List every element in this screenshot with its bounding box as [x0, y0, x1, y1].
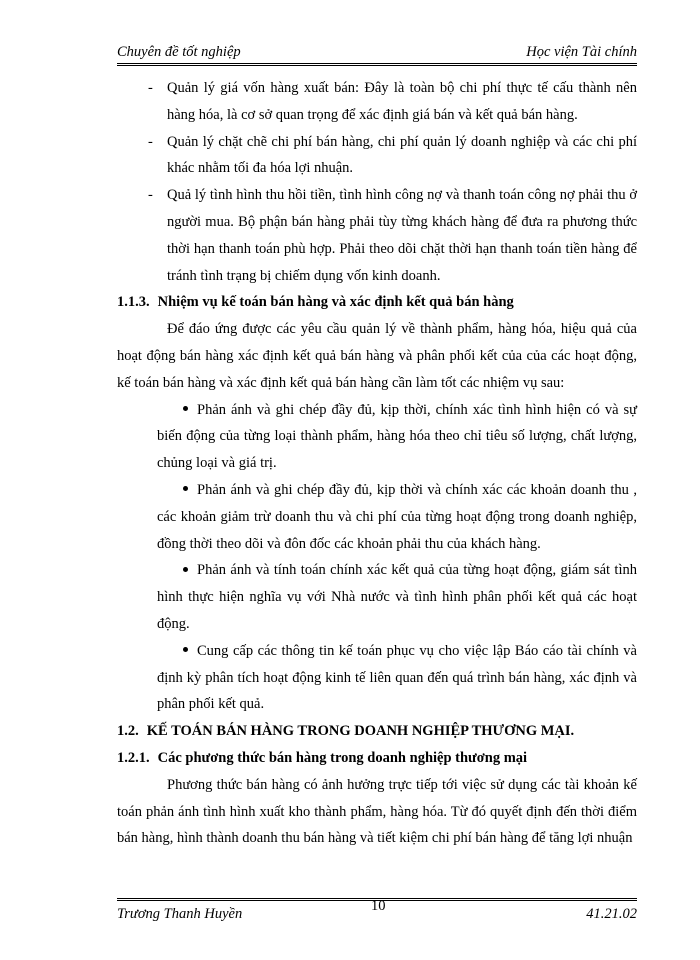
page-header [117, 42, 637, 64]
page-body [117, 75, 637, 852]
header-institution: Học viện Tài chính [526, 44, 637, 60]
section-number: 1.2. [117, 723, 139, 740]
bullet-list-item-text: Phản ánh và ghi chép đầy đủ, kịp thời, chính xác tình hình hiện có và sự biến động của từng loại thành phẩm, hàng hóa theo chỉ tiêu số lượng, chất lượng, chủng loại và giá trị. [157, 401, 637, 472]
dash-list-item-text: Quản lý giá vốn hàng xuất bán: Đây là toàn bộ chi phí thực tế cấu thành nên hàng hóa, là cơ sở quan trọng để xác định giá bán và kết quả bán hàng. [167, 80, 637, 123]
header-divider [117, 63, 637, 66]
dash-marker: - [148, 80, 153, 96]
page-footer [117, 898, 637, 926]
dash-list-item [117, 75, 637, 129]
section-heading-1-2-1 [117, 745, 637, 772]
bullet-dot-icon [183, 567, 188, 572]
section-number: 1.1.3. [117, 294, 150, 311]
bullet-list-item [117, 477, 637, 557]
page-number: 10 [371, 898, 386, 914]
section-title: Nhiệm vụ kế toán bán hàng và xác định kết quả bán hàng [157, 294, 514, 311]
dash-list-item [117, 182, 637, 289]
dash-list-item [117, 129, 637, 183]
dash-marker: - [148, 187, 153, 204]
bullet-dot-icon [183, 406, 188, 411]
section-intro-paragraph: Để đáo ứng được các yêu cầu quản lý về thành phẩm, hàng hóa, hiệu quả của hoạt động bán hàng xác định kết quả bán hàng và phân phối kết của của các hoạt động, kế toán bán hàng và xác định kết quả bán hàng cần làm tốt các nhiệm vụ sau: [117, 321, 637, 391]
header-document-type: Chuyên đề tốt nghiệp [117, 44, 241, 60]
bullet-list-item [117, 397, 637, 477]
dash-list-item-text: Quả lý tình hình thu hồi tiền, tình hình công nợ và thanh toán công nợ phải thu ở người mua. Bộ phận bán hàng phải tùy từng khách hàng để đưa ra phương thức thời hạn thanh toán phù hợp. Phải theo dõi chặt thời hạn thanh toán tiền hàng để tránh tình trạng bị chiếm dụng vốn kinh doanh. [167, 187, 637, 284]
bullet-dot-icon [183, 486, 188, 491]
section-heading-1-1-3 [117, 289, 637, 316]
section-body-paragraph: Phương thức bán hàng có ảnh hưởng trực tiếp tới việc sử dụng các tài khoản kế toán phản ánh tình hình xuất kho thành phẩm, hàng hóa. Từ đó quyết định đến thời điểm bán hàng, hình thành doanh thu bán hàng và tiết kiệm chi phí bán hàng để tăng lợi nhuận [117, 776, 637, 847]
bullet-list-item [117, 557, 637, 637]
section-title: Các phương thức bán hàng trong doanh nghiệp thương mại [157, 749, 528, 766]
section-heading-1-2 [117, 718, 637, 745]
footer-class-code: 41.21.02 [586, 906, 637, 922]
bullet-dot-icon [183, 647, 188, 652]
bullet-list-item-text: Phản ánh và tính toán chính xác kết quả của từng hoạt động, giám sát tình hình thực hiện nghĩa vụ với Nhà nước và tình hình phân phối kết quả các hoạt động. [157, 562, 637, 632]
bullet-list-item [117, 638, 637, 718]
section-number: 1.2.1. [117, 749, 150, 766]
section-title: KẾ TOÁN BÁN HÀNG TRONG DOANH NGHIỆP THƯƠNG MẠI. [146, 723, 575, 740]
bullet-list-item-text: Phản ánh và ghi chép đầy đủ, kịp thời và chính xác các khoản doanh thu , các khoản giảm trừ doanh thu và chi phí của từng hoạt động trong doanh nghiệp, đồng thời theo dõi và đôn đốc các khoản phải thu của khách hàng. [157, 481, 637, 552]
dash-marker: - [148, 133, 153, 150]
bullet-list-item-text: Cung cấp các thông tin kế toán phục vụ cho việc lập Báo cáo tài chính và định kỳ phân tích hoạt động kinh tế liên quan đến quá trình bán hàng, xác định và phân phối kết quả. [157, 642, 637, 713]
footer-author: Trương Thanh Huyền [117, 906, 243, 922]
dash-list-item-text: Quản lý chặt chẽ chi phí bán hàng, chi phí quản lý doanh nghiệp và các chi phí khác nhằm tối đa hóa lợi nhuận. [167, 133, 637, 177]
